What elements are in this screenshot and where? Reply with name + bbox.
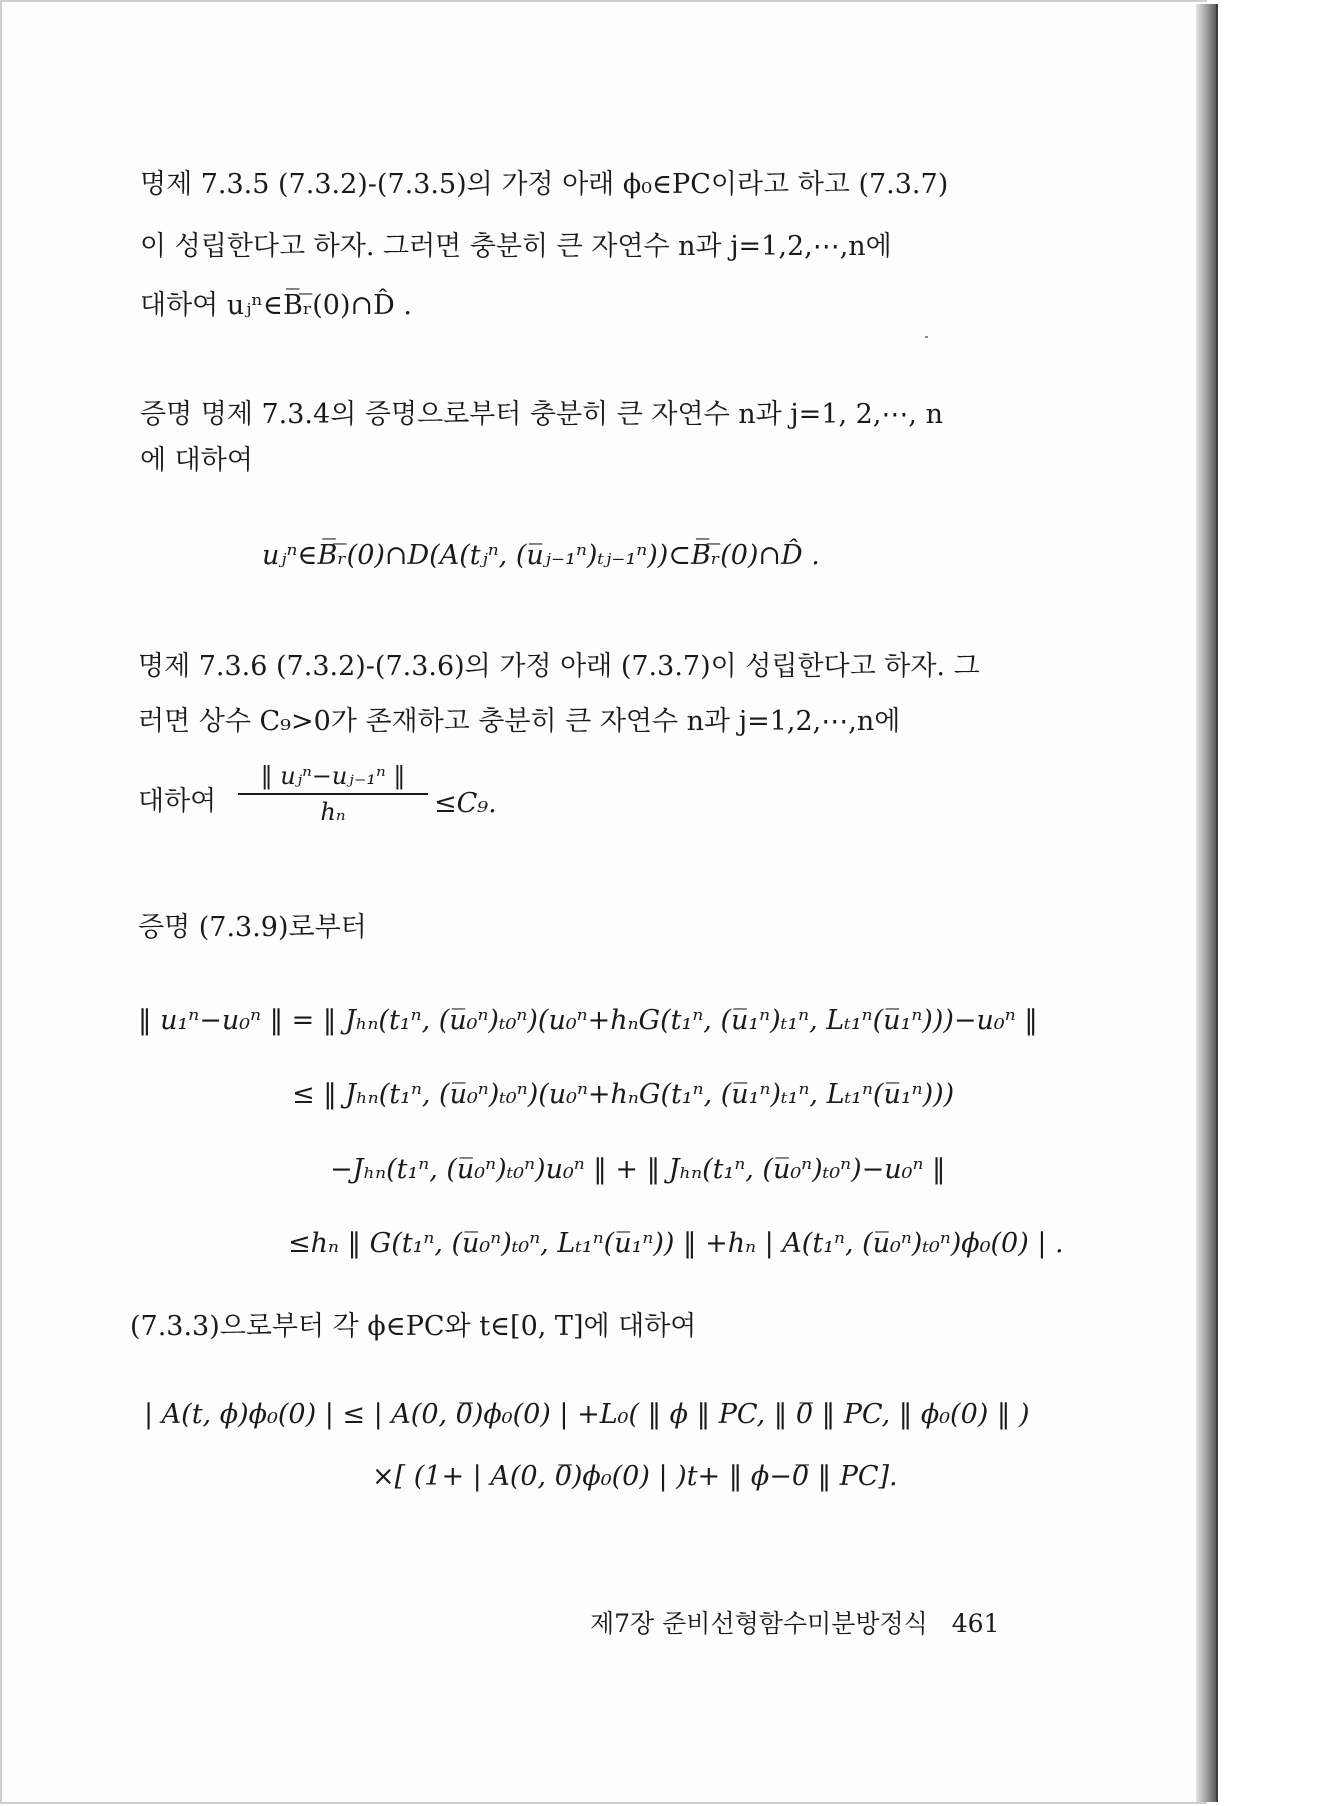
prop-736-fraction	[238, 762, 428, 826]
proof-1-line-2: 에 대하여	[140, 445, 253, 476]
chapter-title: 제7장 준비선형함수미분방정식	[590, 1609, 928, 1638]
prop-735-line-2: 이 성립한다고 하자. 그러면 충분히 큰 자연수 n과 j=1,2,⋯,n에	[140, 231, 892, 262]
proof-2-equation-6: ×[ (1+ | A(0, 0̅)ϕ₀(0) | )t+ ‖ ϕ−0̅ ‖ PC].	[372, 1461, 898, 1492]
fraction-numerator: ‖ uⱼⁿ−uⱼ₋₁ⁿ ‖	[260, 762, 406, 790]
proof-2-line-2: (7.3.3)으로부터 각 ϕ∈PC와 t∈[0, T]에 대하여	[130, 1311, 697, 1342]
page-edge-shadow	[1196, 4, 1218, 1802]
fraction-denominator: hₙ	[320, 798, 346, 826]
prop-736-line-3-prefix: 대하여	[138, 786, 217, 817]
page-footer	[590, 1604, 999, 1640]
proof-2-equation-4: ≤hₙ ‖ G(t₁ⁿ, (u̅₀ⁿ)ₜ₀ⁿ, Lₜ₁ⁿ(u̅₁ⁿ)) ‖ +hₙ | A(t₁ⁿ, (u̅₀ⁿ)ₜ₀ⁿ)ϕ₀(0) | .	[288, 1228, 1064, 1259]
proof-1-line-1: 증명 명제 7.3.4의 증명으로부터 충분히 큰 자연수 n과 j=1, 2,⋯, n	[140, 399, 943, 430]
proof-1-equation: uⱼⁿ∈B̅ᵣ̅(0)∩D(A(tⱼⁿ, (u̅ⱼ₋₁ⁿ)ₜⱼ₋₁ⁿ))⊂B̅ᵣ̅(0)∩D̂ .	[262, 540, 820, 571]
speck-mark	[925, 336, 928, 338]
page-number: 461	[951, 1609, 1000, 1638]
prop-735-line-3: 대하여 uⱼⁿ∈B̅ᵣ̅(0)∩D̂ .	[140, 290, 412, 321]
fraction-bar	[238, 793, 428, 795]
prop-736-line-2: 러면 상수 C₉>0가 존재하고 충분히 큰 자연수 n과 j=1,2,⋯,n에	[138, 706, 901, 737]
prop-736-line-1: 명제 7.3.6 (7.3.2)-(7.3.6)의 가정 아래 (7.3.7)이 성립한다고 하자. 그	[138, 651, 980, 682]
proof-2-equation-2: ≤ ‖ Jₕₙ(t₁ⁿ, (u̅₀ⁿ)ₜ₀ⁿ)(u₀ⁿ+hₙG(t₁ⁿ, (u̅₁ⁿ)ₜ₁ⁿ, Lₜ₁ⁿ(u̅₁ⁿ)))	[292, 1079, 955, 1110]
prop-736-fraction-suffix: ≤C₉.	[434, 788, 497, 819]
proof-2-equation-3: −Jₕₙ(t₁ⁿ, (u̅₀ⁿ)ₜ₀ⁿ)u₀ⁿ ‖ + ‖ Jₕₙ(t₁ⁿ, (u̅₀ⁿ)ₜ₀ⁿ)−u₀ⁿ ‖	[330, 1154, 946, 1185]
proof-2-line-1: 증명 (7.3.9)로부터	[138, 912, 367, 943]
background-margin	[1218, 0, 1325, 1806]
proof-2-equation-1: ‖ u₁ⁿ−u₀ⁿ ‖ = ‖ Jₕₙ(t₁ⁿ, (u̅₀ⁿ)ₜ₀ⁿ)(u₀ⁿ+hₙG(t₁ⁿ, (u̅₁ⁿ)ₜ₁ⁿ, Lₜ₁ⁿ(u̅₁ⁿ)))−u₀ⁿ ‖	[138, 1005, 1038, 1036]
proof-2-equation-5: | A(t, ϕ)ϕ₀(0) | ≤ | A(0, 0̅)ϕ₀(0) | +L₀( ‖ ϕ ‖ PC, ‖ 0̅ ‖ PC, ‖ ϕ₀(0) ‖ )	[144, 1399, 1030, 1430]
prop-735-line-1: 명제 7.3.5 (7.3.2)-(7.3.5)의 가정 아래 ϕ₀∈PC이라고 하고 (7.3.7)	[140, 169, 949, 200]
